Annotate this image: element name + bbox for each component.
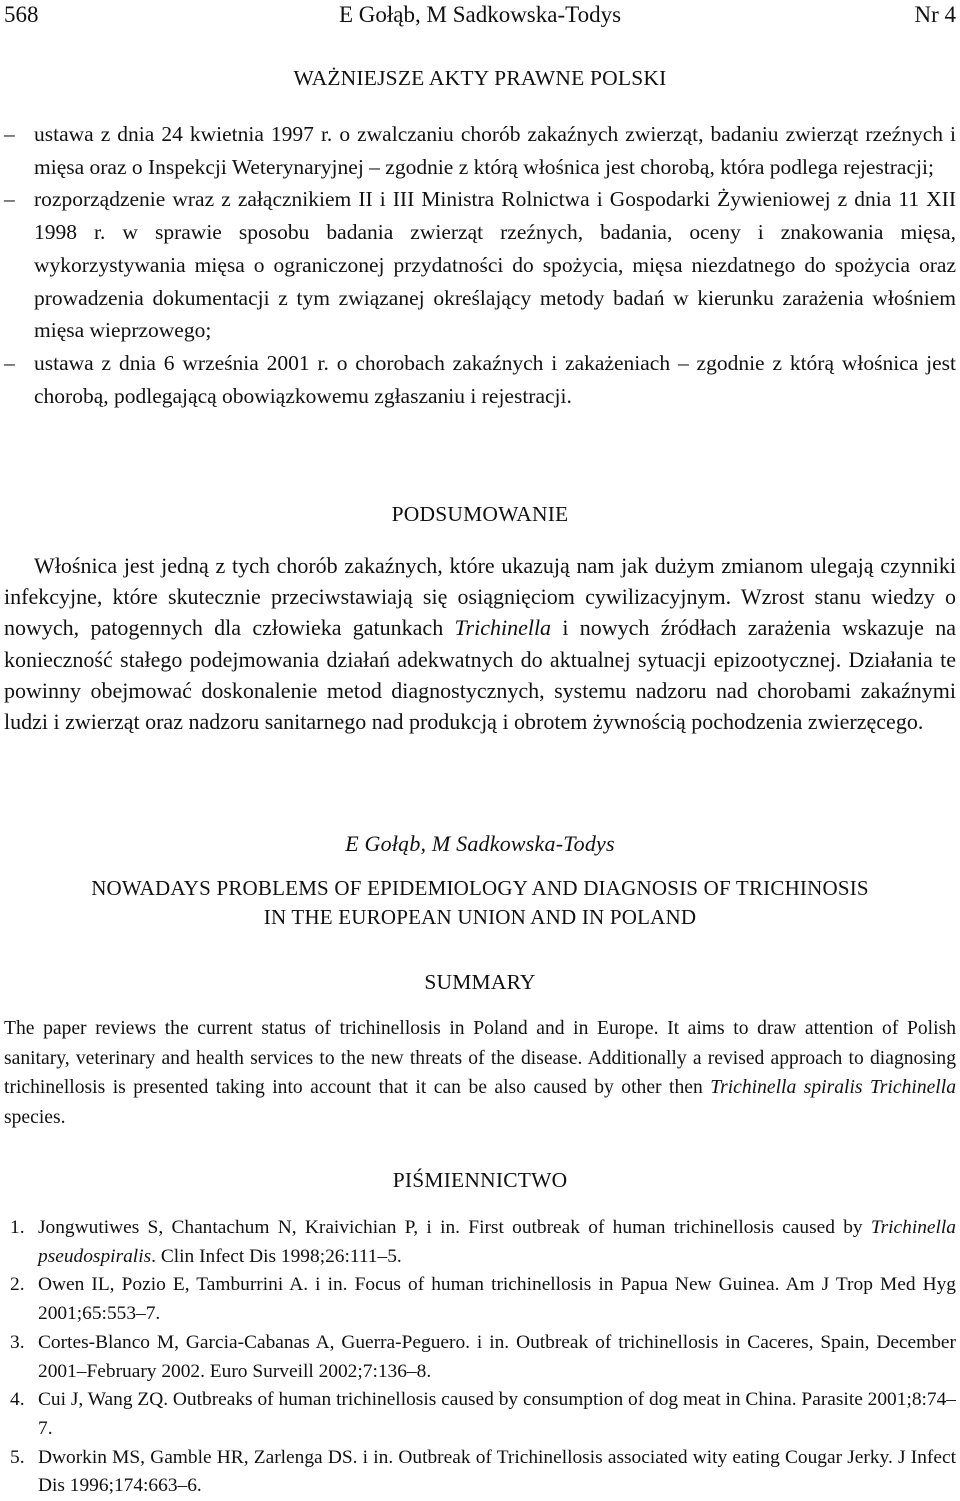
summary-en-italic: Trichinella spiralis Trichinella (710, 1077, 956, 1098)
law-item: – ustawa z dnia 6 września 2001 r. o chorobach zakaźnych i zakażeniach – zgodnie z którą włośnica jest chorobą, podlegającą obowiązkowemu zgłaszaniu i rejestracji. (4, 347, 956, 412)
summary-pl-paragraph (4, 550, 956, 737)
english-title-line-1: NOWADAYS PROBLEMS OF EPIDEMIOLOGY AND DIAGNOSIS OF TRICHINOSIS (91, 876, 869, 900)
references-heading: PIŚMIENNICTWO (392, 1168, 568, 1192)
reference-text: Jongwutiwes S, Chantachum N, Kraivichian P, i in. First outbreak of human trichinellosis caused by (38, 1217, 871, 1238)
english-title-line-2: IN THE EUROPEAN UNION AND IN POLAND (263, 905, 697, 929)
summary-pl-text-2: i nowych źródłach zarażenia wskazuje na konieczność stałego podejmowania działań adekwatnych do aktualnej sytuacji epizootycznej. Działania te powinny obejmować doskonalenie metod diagnostycznych, systemu nadzoru nad chorobami zakaźnymi ludzi i zwierząt oraz nadzoru sanitarnego nad produkcją i obrotem żywnością pochodzenia zwierzęcego. (4, 615, 956, 735)
reference-text-tail: . Clin Infect Dis 1998;26:111–5. (151, 1245, 402, 1267)
reference-item (4, 1271, 956, 1328)
issue-number: Nr 4 (914, 2, 956, 27)
summary-en-text-1: The paper reviews the current status of trichinellosis in Poland and in Europe. It aims to draw attention of Polish sanitary, veterinary and health services to the new threats of the disease. Additionally a revised approach to diagnosing trichinellosis is presented taking into account that it can be also caused by other then (4, 1018, 956, 1098)
reference-number: 3. (10, 1331, 25, 1353)
running-header-authors: E Gołąb, M Sadkowska-Todys (338, 2, 622, 27)
english-authors: E Gołąb, M Sadkowska-Todys (345, 831, 615, 856)
summary-pl-italic: Trichinella (454, 615, 552, 641)
law-item: – rozporządzenie wraz z załącznikiem II i III Ministra Rolnictwa i Gospodarki Żywieniowej z dnia 11 XII 1998 r. w sprawie sposobu badania zwierząt rzeźnych, badania, oceny i znakowania mięsa, wykorzystywania mięsa o ograniczonej przydatności do spożycia, mięsa niezdatnego do spożycia oraz prowadzenia dokumentacji z tym związanej określający metody badań w kierunku zarażenia włośniem mięsa wieprzowego; (4, 183, 956, 347)
reference-item (4, 1444, 956, 1501)
reference-item (4, 1214, 956, 1271)
reference-item (4, 1329, 956, 1386)
summary-en-paragraph (4, 1014, 956, 1132)
reference-number: 5. (10, 1446, 25, 1468)
summary-en-heading: SUMMARY (424, 970, 536, 994)
english-title (0, 874, 960, 932)
page-number: 568 (4, 2, 39, 27)
reference-number: 4. (10, 1389, 25, 1411)
reference-number: 1. (10, 1217, 25, 1238)
summary-en-text-2: species. (4, 1106, 66, 1128)
reference-item (4, 1386, 956, 1443)
laws-heading: WAŻNIEJSZE AKTY PRAWNE POLSKI (293, 66, 667, 90)
law-item: – ustawa z dnia 24 kwietnia 1997 r. o zwalczaniu chorób zakaźnych zwierząt, badaniu zwierząt rzeźnych i mięsa oraz o Inspekcji Weterynaryjnej – zgodnie z którą włośnica jest chorobą, która podlega rejestracji; (4, 118, 956, 183)
reference-text: Owen IL, Pozio E, Tamburrini A. i in. Focus of human trichinellosis in Papua New Guinea. Am J Trop Med Hyg 2001;65:553–7. (38, 1274, 956, 1325)
summary-pl-heading: PODSUMOWANIE (391, 502, 569, 526)
reference-number: 2. (10, 1274, 25, 1296)
summary-pl-text-1: Włośnica jest jedną z tych chorób zakaźnych, które ukazują nam jak dużym zmianom ulegają czynniki infekcyjne, które skutecznie przeciwstawiają się osiągnięciom cywilizacyjnym. Wzrost stanu wiedzy o nowych, patogennych dla człowieka gatunkach (4, 553, 956, 641)
reference-italic: Trichinella pseudospiralis (38, 1217, 956, 1267)
laws-list (4, 118, 956, 412)
reference-text: Cortes-Blanco M, Garcia-Cabanas A, Guerra-Peguero. i in. Outbreak of trichinellosis in Caceres, Spain, December 2001–February 2002. Euro Surveill 2002;7:136–8. (38, 1331, 956, 1382)
reference-text: Dworkin MS, Gamble HR, Zarlenga DS. i in. Outbreak of Trichinellosis associated wity eating Cougar Jerky. J Infect Dis 1996;174:663–6. (38, 1446, 956, 1497)
references-list (4, 1214, 956, 1501)
running-header (4, 2, 956, 34)
reference-text: Cui J, Wang ZQ. Outbreaks of human trichinellosis caused by consumption of dog meat in China. Parasite 2001;8:74–7. (38, 1389, 956, 1439)
